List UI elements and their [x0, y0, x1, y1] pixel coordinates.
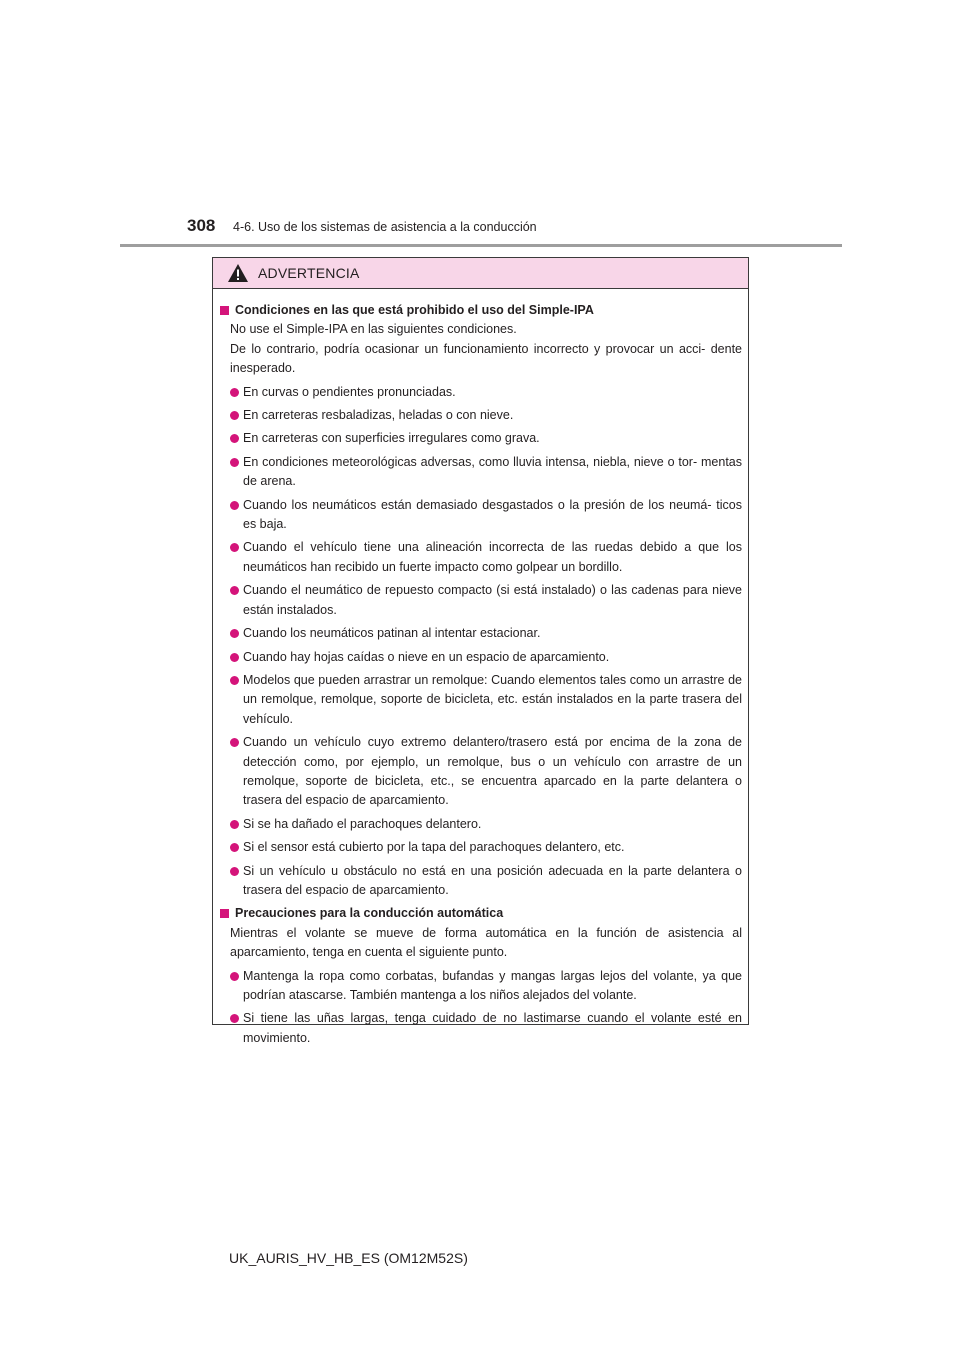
list-item: [218, 815, 742, 834]
bullet-dot-icon: [230, 586, 239, 595]
warning-body: [213, 289, 748, 1048]
bullet-dot-icon: [230, 411, 239, 420]
section-heading-text: Precauciones para la conducción automática: [235, 906, 504, 921]
list-item: [218, 429, 742, 448]
list-item: [218, 538, 742, 577]
list-item-text: Cuando un vehículo cuyo extremo delantero/trasero está por encima de la zona de detección como, por ejemplo, un remolque, bus o un vehículo con arrastre de un remolque, soporte de bicicleta, etc., se encuentra aparcado en la parte delantera o trasera del espacio de aparcamiento.: [243, 735, 742, 808]
bullet-dot-icon: [230, 434, 239, 443]
list-item: [218, 1009, 742, 1048]
bullet-dot-icon: [230, 629, 239, 638]
list-item: [218, 624, 742, 643]
bullet-dot-icon: [230, 738, 239, 747]
list-item-text: Si se ha dañado el parachoques delantero.: [243, 816, 482, 831]
list-item-text: Cuando los neumáticos patinan al intentar estacionar.: [243, 626, 541, 641]
warning-header: [213, 258, 748, 289]
section-heading-text: Condiciones en las que está prohibido el uso del Simple-IPA: [235, 303, 594, 317]
bullet-dot-icon: [230, 653, 239, 662]
header-rule: [120, 244, 842, 247]
list-item: [218, 496, 742, 535]
paragraph: Mientras el volante se mueve de forma automática en la función de asistencia al aparcamiento, tenga en cuenta el siguiente punto.: [230, 925, 742, 960]
list-item-text: En carreteras con superficies irregulares como grava.: [243, 431, 540, 446]
bullet-dot-icon: [230, 458, 239, 467]
bullet-dot-icon: [230, 867, 239, 876]
list-item-text: Si el sensor está cubierto por la tapa del parachoques delantero, etc.: [243, 840, 625, 855]
section-heading-prohibited: [218, 301, 742, 320]
list-item: [218, 581, 742, 620]
list-item-text: En condiciones meteorológicas adversas, como lluvia intensa, niebla, nieve o tor- mentas de arena.: [243, 454, 742, 489]
list-item-text: Mantenga la ropa como corbatas, bufandas y mangas largas lejos del volante, ya que podrían atascarse. También mantenga a los niños alejados del volante.: [243, 968, 742, 1002]
list-item-text: Cuando el neumático de repuesto compacto (si está instalado) o las cadenas para nieve están instalados.: [243, 583, 742, 617]
list-item: [218, 648, 742, 667]
section-heading-automatic-driving: [218, 904, 742, 923]
list-item-text: Cuando los neumáticos están demasiado desgastados o la presión de los neumá- ticos es baja.: [243, 497, 742, 532]
page-number: 308: [187, 216, 216, 235]
square-bullet-icon: [220, 306, 229, 315]
warning-triangle-icon: [227, 263, 249, 283]
list-item-text: Cuando hay hojas caídas o nieve en un espacio de aparcamiento.: [243, 649, 610, 664]
list-item-text: Modelos que pueden arrastrar un remolque: Cuando elementos tales como un arrastre de un remolque, remolque, soporte de bicicleta, etc. están instalados en la parte trasera del vehículo.: [243, 672, 742, 726]
bullet-dot-icon: [230, 972, 239, 981]
list-item-text: Si tiene las uñas largas, tenga cuidado de no lastimarse cuando el volante esté en movimiento.: [243, 1011, 742, 1045]
bullet-dot-icon: [230, 843, 239, 852]
bullet-dot-icon: [230, 501, 239, 510]
bullet-dot-icon: [230, 388, 239, 397]
list-item: [218, 838, 742, 857]
bullet-dot-icon: [230, 676, 239, 685]
document-code: UK_AURIS_HV_HB_ES (OM12M52S): [229, 1250, 468, 1266]
bullet-dot-icon: [230, 1014, 239, 1023]
list-item: [218, 383, 742, 402]
list-item-text: Cuando el vehículo tiene una alineación incorrecta de las ruedas debido a que los neumáticos han recibido un fuerte impacto como golpear un bordillo.: [243, 540, 742, 574]
list-item-text: En curvas o pendientes pronunciadas.: [243, 384, 456, 399]
list-item: [218, 453, 742, 492]
paragraph: De lo contrario, podría ocasionar un funcionamiento incorrecto y provocar un acci- dente inesperado.: [230, 341, 742, 376]
paragraph: No use el Simple-IPA en las siguientes condiciones.: [230, 322, 517, 337]
list-item: [218, 406, 742, 425]
list-item-text: En carreteras resbaladizas, heladas o con nieve.: [243, 408, 514, 423]
list-item-text: Si un vehículo u obstáculo no está en una posición adecuada en la parte delantera o trasera del espacio de aparcamiento.: [243, 863, 742, 897]
square-bullet-icon: [220, 909, 229, 918]
warning-title: ADVERTENCIA: [258, 265, 360, 281]
list-item: [218, 671, 742, 729]
list-item: [218, 862, 742, 901]
list-item: [218, 967, 742, 1006]
bullet-dot-icon: [230, 820, 239, 829]
warning-box: [212, 257, 749, 1045]
bullet-dot-icon: [230, 543, 239, 552]
section-title: 4-6. Uso de los sistemas de asistencia a la conducción: [233, 220, 537, 234]
list-item: [218, 733, 742, 811]
